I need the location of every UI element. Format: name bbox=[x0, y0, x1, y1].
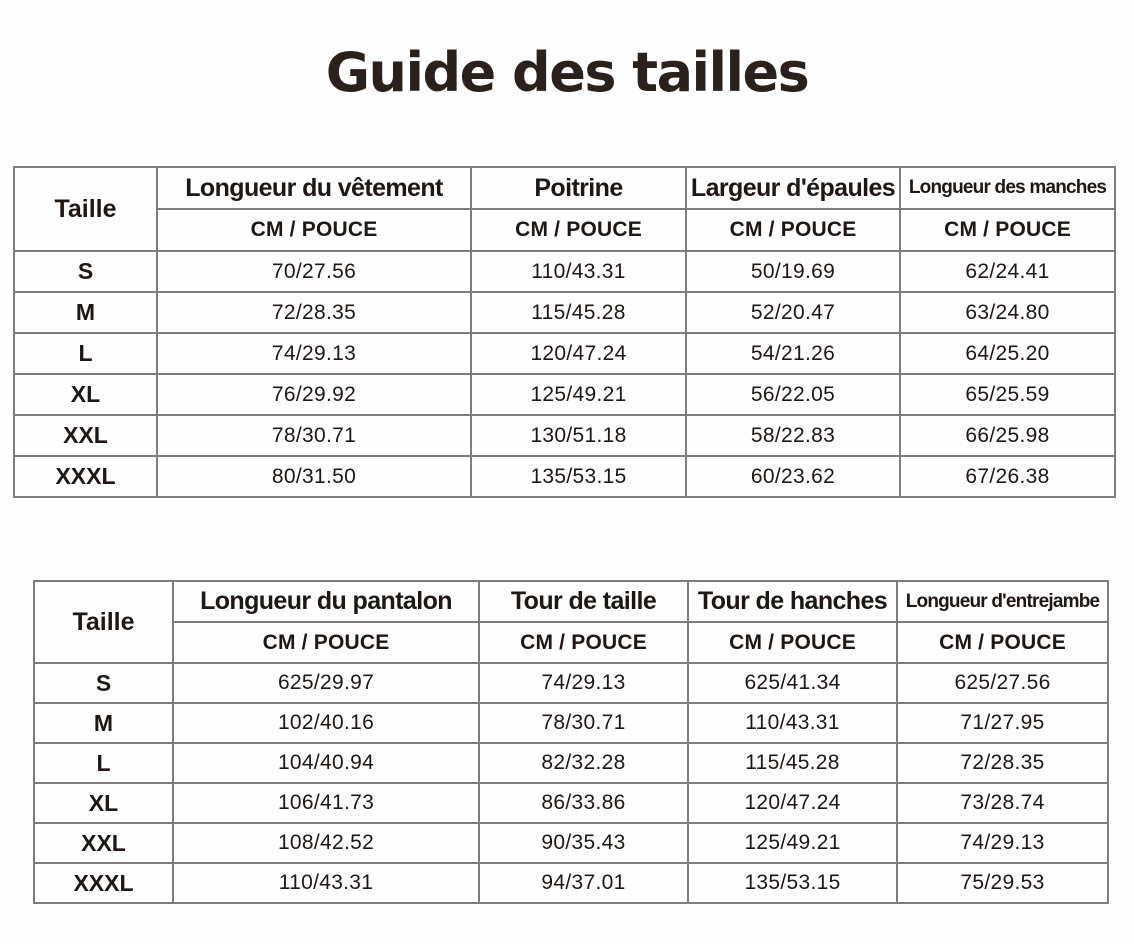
table-header-row bbox=[14, 167, 1115, 209]
table-unit-row bbox=[34, 622, 1108, 663]
table-cell: 56/22.05 bbox=[686, 374, 900, 415]
table-cell: 75/29.53 bbox=[897, 863, 1108, 903]
table-row bbox=[14, 374, 1115, 415]
table-cell: 80/31.50 bbox=[157, 456, 471, 497]
table-row bbox=[34, 703, 1108, 743]
table-row bbox=[14, 251, 1115, 292]
table-cell: 115/45.28 bbox=[471, 292, 686, 333]
table-row bbox=[34, 663, 1108, 703]
table-unit-row bbox=[14, 209, 1115, 251]
table-cell: 94/37.01 bbox=[479, 863, 688, 903]
size-label: XXL bbox=[34, 823, 173, 863]
size-column-header: Taille bbox=[14, 167, 157, 251]
table-cell: 78/30.71 bbox=[479, 703, 688, 743]
column-header-pants-length: Longueur du pantalon bbox=[173, 581, 479, 622]
table-cell: 71/27.95 bbox=[897, 703, 1108, 743]
table-cell: 58/22.83 bbox=[686, 415, 900, 456]
column-header-hips: Tour de hanches bbox=[688, 581, 897, 622]
table-cell: 74/29.13 bbox=[897, 823, 1108, 863]
unit-label: CM / POUCE bbox=[479, 622, 688, 663]
bottom-size-table bbox=[33, 580, 1109, 904]
table-cell: 70/27.56 bbox=[157, 251, 471, 292]
table-cell: 60/23.62 bbox=[686, 456, 900, 497]
top-size-table bbox=[13, 166, 1116, 498]
table-cell: 106/41.73 bbox=[173, 783, 479, 823]
table-cell: 135/53.15 bbox=[471, 456, 686, 497]
page-title: Guide des tailles bbox=[325, 41, 809, 104]
size-column-header: Taille bbox=[34, 581, 173, 663]
unit-label: CM / POUCE bbox=[688, 622, 897, 663]
table-row bbox=[34, 743, 1108, 783]
table-cell: 73/28.74 bbox=[897, 783, 1108, 823]
table-cell: 625/41.34 bbox=[688, 663, 897, 703]
table-cell: 90/35.43 bbox=[479, 823, 688, 863]
column-header-shoulder-width: Largeur d'épaules bbox=[686, 167, 900, 209]
unit-label: CM / POUCE bbox=[900, 209, 1115, 251]
table-cell: 120/47.24 bbox=[471, 333, 686, 374]
table-row bbox=[34, 783, 1108, 823]
table-cell: 72/28.35 bbox=[897, 743, 1108, 783]
table-cell: 52/20.47 bbox=[686, 292, 900, 333]
column-header-sleeve-length: Longueur des manches bbox=[900, 167, 1115, 209]
table-cell: 66/25.98 bbox=[900, 415, 1115, 456]
table-cell: 74/29.13 bbox=[157, 333, 471, 374]
table-cell: 110/43.31 bbox=[688, 703, 897, 743]
table-cell: 67/26.38 bbox=[900, 456, 1115, 497]
table-row bbox=[14, 333, 1115, 374]
column-header-garment-length: Longueur du vêtement bbox=[157, 167, 471, 209]
table-row bbox=[34, 823, 1108, 863]
table-cell: 50/19.69 bbox=[686, 251, 900, 292]
table-cell: 86/33.86 bbox=[479, 783, 688, 823]
table-cell: 104/40.94 bbox=[173, 743, 479, 783]
table-cell: 78/30.71 bbox=[157, 415, 471, 456]
column-header-inseam: Longueur d'entrejambe bbox=[897, 581, 1108, 622]
table-cell: 120/47.24 bbox=[688, 783, 897, 823]
table-cell: 62/24.41 bbox=[900, 251, 1115, 292]
table-cell: 65/25.59 bbox=[900, 374, 1115, 415]
size-label: XXXL bbox=[34, 863, 173, 903]
size-label: XXL bbox=[14, 415, 157, 456]
table-cell: 130/51.18 bbox=[471, 415, 686, 456]
table-cell: 102/40.16 bbox=[173, 703, 479, 743]
table-cell: 64/25.20 bbox=[900, 333, 1115, 374]
unit-label: CM / POUCE bbox=[471, 209, 686, 251]
size-label: XL bbox=[14, 374, 157, 415]
table-cell: 115/45.28 bbox=[688, 743, 897, 783]
column-header-chest: Poitrine bbox=[471, 167, 686, 209]
unit-label: CM / POUCE bbox=[157, 209, 471, 251]
table-header-row bbox=[34, 581, 1108, 622]
column-header-waist: Tour de taille bbox=[479, 581, 688, 622]
unit-label: CM / POUCE bbox=[897, 622, 1108, 663]
table-row bbox=[14, 415, 1115, 456]
size-label: XXXL bbox=[14, 456, 157, 497]
table-cell: 82/32.28 bbox=[479, 743, 688, 783]
size-label: XL bbox=[34, 783, 173, 823]
table-cell: 125/49.21 bbox=[688, 823, 897, 863]
size-label: M bbox=[34, 703, 173, 743]
size-label: L bbox=[34, 743, 173, 783]
table-row bbox=[34, 863, 1108, 903]
table-cell: 63/24.80 bbox=[900, 292, 1115, 333]
table-cell: 135/53.15 bbox=[688, 863, 897, 903]
table-cell: 72/28.35 bbox=[157, 292, 471, 333]
table-cell: 74/29.13 bbox=[479, 663, 688, 703]
size-label: S bbox=[34, 663, 173, 703]
table-cell: 125/49.21 bbox=[471, 374, 686, 415]
table-cell: 110/43.31 bbox=[471, 251, 686, 292]
table-cell: 54/21.26 bbox=[686, 333, 900, 374]
table-cell: 108/42.52 bbox=[173, 823, 479, 863]
size-label: L bbox=[14, 333, 157, 374]
table-cell: 625/27.56 bbox=[897, 663, 1108, 703]
table-cell: 76/29.92 bbox=[157, 374, 471, 415]
size-label: M bbox=[14, 292, 157, 333]
unit-label: CM / POUCE bbox=[686, 209, 900, 251]
table-row bbox=[14, 456, 1115, 497]
unit-label: CM / POUCE bbox=[173, 622, 479, 663]
table-row bbox=[14, 292, 1115, 333]
table-cell: 110/43.31 bbox=[173, 863, 479, 903]
size-label: S bbox=[14, 251, 157, 292]
table-cell: 625/29.97 bbox=[173, 663, 479, 703]
